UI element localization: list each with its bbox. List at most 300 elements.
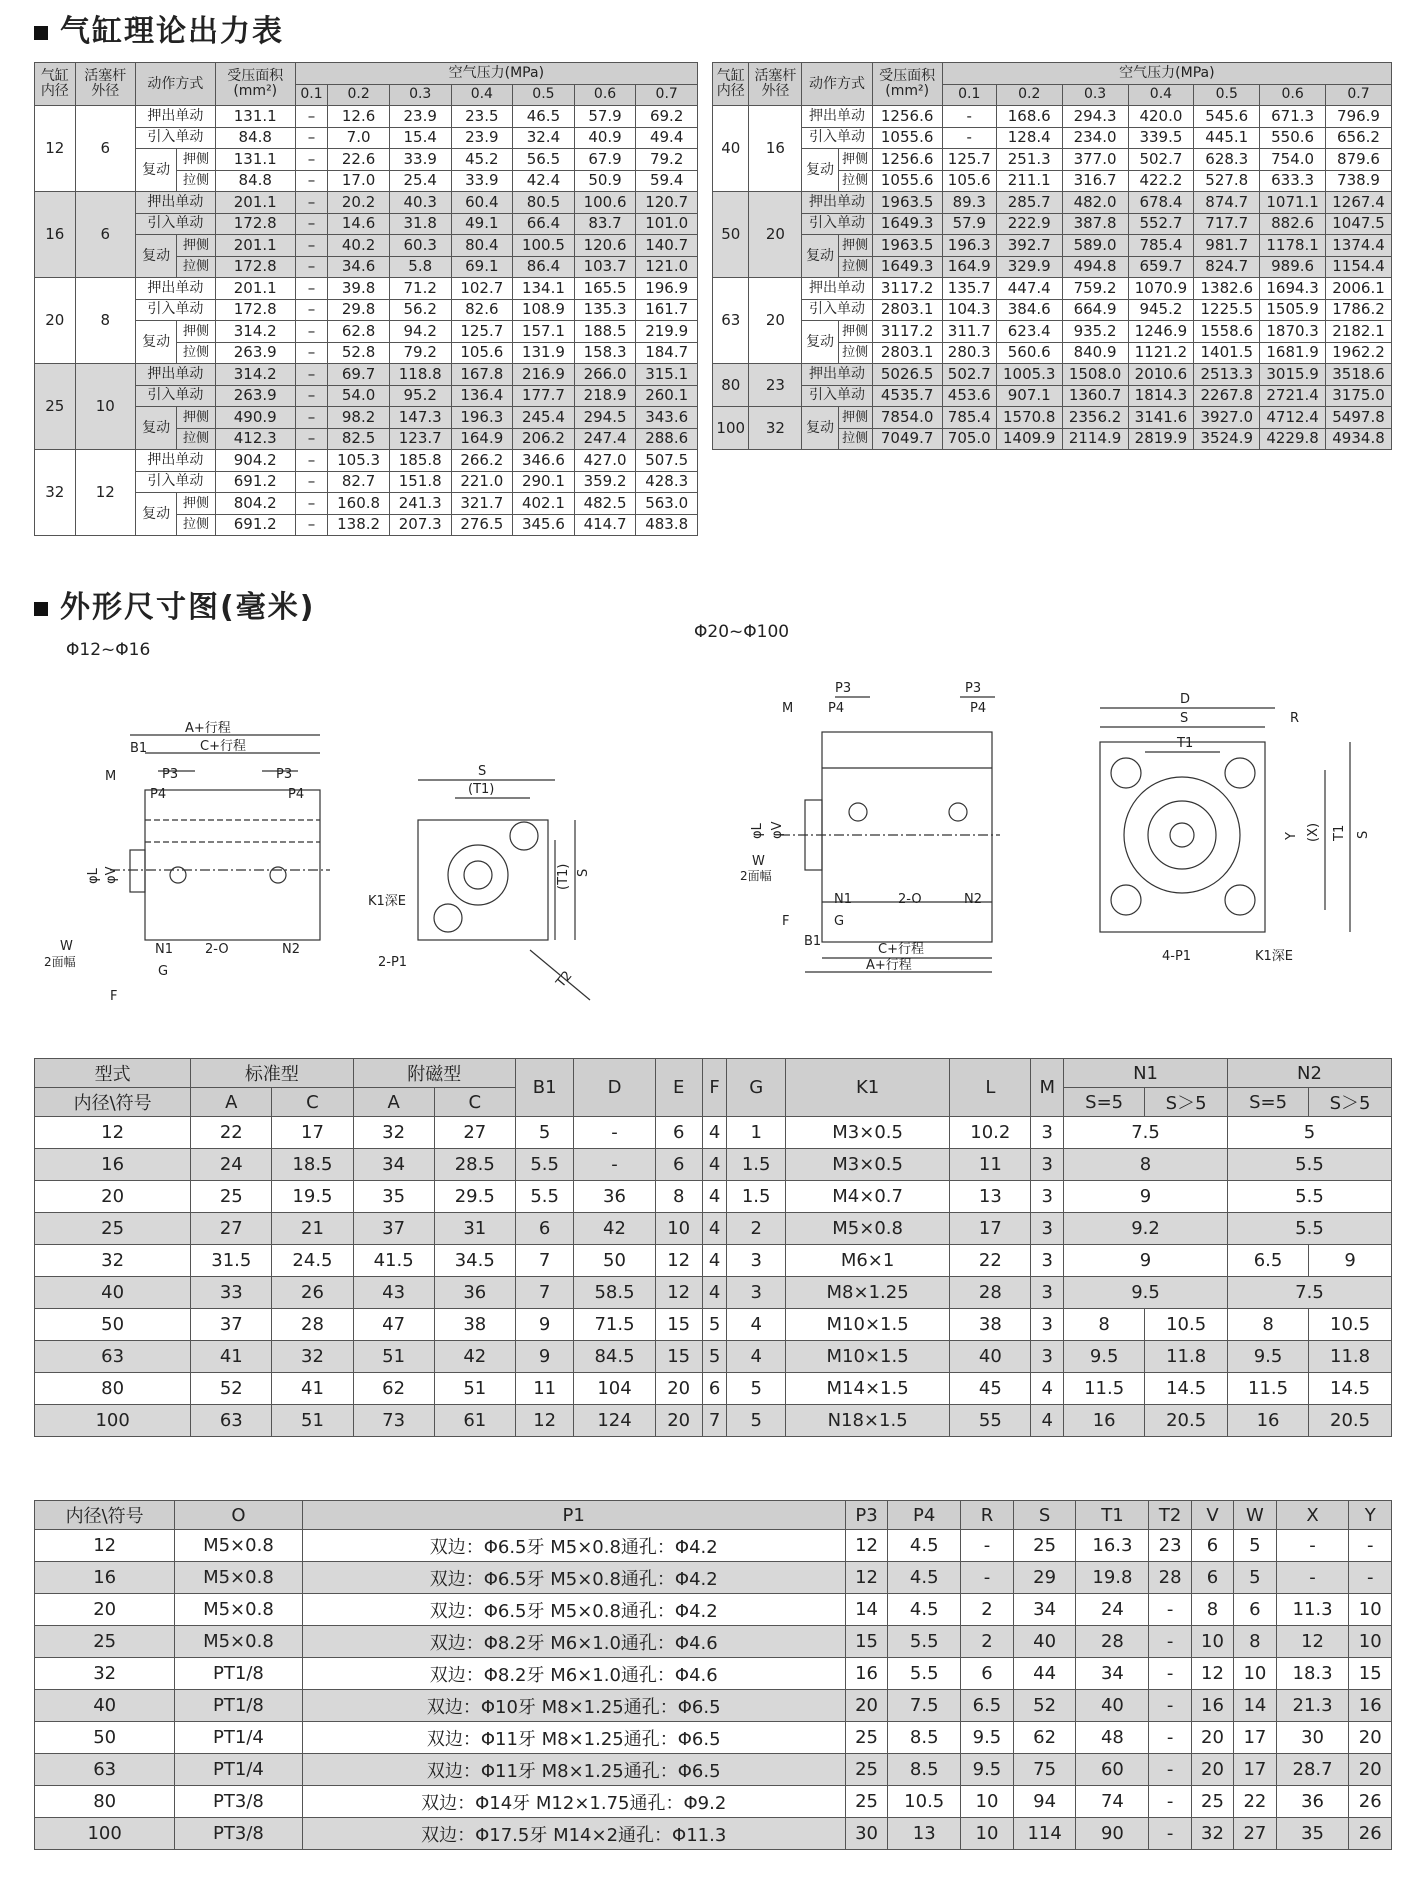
value-cell: 双边：Φ6.5牙 M5×0.8通孔：Φ4.2 xyxy=(302,1562,845,1594)
pressure-col-header: 0.4 xyxy=(1128,84,1194,106)
value-cell: 40.3 xyxy=(389,192,451,214)
value-cell: 双边：Φ8.2牙 M6×1.0通孔：Φ4.6 xyxy=(302,1626,845,1658)
value-cell: 20.5 xyxy=(1145,1405,1228,1437)
value-cell: – xyxy=(295,235,328,257)
value-cell: 290.1 xyxy=(513,471,575,493)
value-cell: 3 xyxy=(1031,1181,1064,1213)
value-cell: 114 xyxy=(1013,1818,1076,1850)
col-header: B1 xyxy=(515,1059,574,1117)
value-cell: 24 xyxy=(1076,1594,1149,1626)
mode-cell: 拉侧 xyxy=(177,428,216,450)
value-cell: 40 xyxy=(35,1277,191,1309)
value-cell: 6 xyxy=(1234,1594,1276,1626)
col-header: F xyxy=(702,1059,727,1117)
value-cell: 7 xyxy=(515,1277,574,1309)
value-cell: 105.6 xyxy=(451,342,513,364)
bullet-square-icon xyxy=(34,26,48,40)
value-cell: 4535.7 xyxy=(872,385,942,407)
value-cell: 211.1 xyxy=(996,170,1062,192)
value-cell: 8 xyxy=(1191,1594,1233,1626)
value-cell: 1055.6 xyxy=(872,170,942,192)
value-cell: 98.2 xyxy=(328,407,390,429)
d3-P3a: P3 xyxy=(835,681,852,696)
value-cell: 507.5 xyxy=(636,450,698,472)
value-cell: 双边：Φ14牙 M12×1.75通孔：Φ9.2 xyxy=(302,1786,845,1818)
value-cell: 17.0 xyxy=(328,170,390,192)
value-cell: 54.0 xyxy=(328,385,390,407)
value-cell: 32 xyxy=(35,1658,175,1690)
value-cell: 66.4 xyxy=(513,213,575,235)
value-cell: 10 xyxy=(1349,1594,1392,1626)
value-cell: 16 xyxy=(35,1149,191,1181)
value-cell: 103.7 xyxy=(574,256,636,278)
value-cell: 989.6 xyxy=(1260,256,1326,278)
dims-title-text: 外形尺寸图(毫米) xyxy=(60,590,316,625)
d4-D: D xyxy=(1180,692,1191,707)
value-cell: 20 xyxy=(655,1373,702,1405)
value-cell: 10 xyxy=(961,1818,1014,1850)
value-cell: 9 xyxy=(1309,1245,1392,1277)
value-cell: 12 xyxy=(515,1405,574,1437)
d4-X: (X) xyxy=(1306,822,1321,842)
value-cell: 20.2 xyxy=(328,192,390,214)
value-cell: 118.8 xyxy=(389,364,451,386)
value-cell: 29.8 xyxy=(328,299,390,321)
value-cell: 678.4 xyxy=(1128,192,1194,214)
value-cell: 160.8 xyxy=(328,493,390,515)
value-cell: 785.4 xyxy=(942,407,996,429)
table-row xyxy=(35,1117,1392,1149)
col-header: O xyxy=(175,1501,302,1530)
table-row xyxy=(35,278,698,300)
value-cell: 633.3 xyxy=(1260,170,1326,192)
d3-F: F xyxy=(782,914,790,929)
rod-cell: 16 xyxy=(749,106,802,192)
value-cell: 1649.3 xyxy=(872,256,942,278)
value-cell: 45.2 xyxy=(451,149,513,171)
bore-cell: 80 xyxy=(713,364,749,407)
d3-N1: N1 xyxy=(834,892,852,907)
value-cell: 157.1 xyxy=(513,321,575,343)
pressure-col-header: 0.3 xyxy=(1062,84,1128,106)
value-cell: 2 xyxy=(727,1213,786,1245)
value-cell: 691.2 xyxy=(215,471,295,493)
value-cell: 75 xyxy=(1013,1754,1076,1786)
value-cell: 840.9 xyxy=(1062,342,1128,364)
value-cell: 8.5 xyxy=(888,1722,961,1754)
d1-N2: N2 xyxy=(282,942,300,957)
value-cell: 94 xyxy=(1013,1786,1076,1818)
value-cell: 5 xyxy=(702,1309,727,1341)
value-cell: 589.0 xyxy=(1062,235,1128,257)
value-cell: 1256.6 xyxy=(872,106,942,128)
value-cell: 502.7 xyxy=(942,364,996,386)
value-cell: 9 xyxy=(1064,1181,1228,1213)
value-cell: 201.1 xyxy=(215,278,295,300)
value-cell: 11.8 xyxy=(1309,1341,1392,1373)
value-cell: 6 xyxy=(655,1149,702,1181)
mode-cell: 拉侧 xyxy=(838,428,872,450)
value-cell: 20 xyxy=(1349,1722,1392,1754)
pressure-col-header: 0.1 xyxy=(942,84,996,106)
table-row xyxy=(35,1373,1392,1405)
col-header: P4 xyxy=(888,1501,961,1530)
value-cell: 16.3 xyxy=(1076,1530,1149,1562)
value-cell: 25 xyxy=(35,1213,191,1245)
value-cell: 34 xyxy=(1076,1658,1149,1690)
rod-cell: 23 xyxy=(749,364,802,407)
value-cell: 62 xyxy=(353,1373,434,1405)
value-cell: 41 xyxy=(272,1373,353,1405)
rod-cell: 12 xyxy=(75,450,135,536)
dimension-table-2 xyxy=(34,1500,1392,1850)
value-cell: 82.6 xyxy=(451,299,513,321)
value-cell: 6.5 xyxy=(1227,1245,1308,1277)
value-cell: 100 xyxy=(35,1405,191,1437)
value-cell: 10 xyxy=(1191,1626,1233,1658)
value-cell: 69.1 xyxy=(451,256,513,278)
value-cell: 120.6 xyxy=(574,235,636,257)
value-cell: 1070.9 xyxy=(1128,278,1194,300)
value-cell: M10×1.5 xyxy=(785,1341,949,1373)
col-header: K1 xyxy=(785,1059,949,1117)
value-cell: 94.2 xyxy=(389,321,451,343)
value-cell: 40.9 xyxy=(574,127,636,149)
value-cell: 51 xyxy=(272,1405,353,1437)
value-cell: 412.3 xyxy=(215,428,295,450)
value-cell: 234.0 xyxy=(1062,127,1128,149)
mode-cell: 引入单动 xyxy=(135,385,215,407)
value-cell: 双边：Φ10牙 M8×1.25通孔：Φ6.5 xyxy=(302,1690,845,1722)
rod-header: 活塞杆 外径 xyxy=(75,63,135,106)
value-cell: 双边：Φ17.5牙 M14×2通孔：Φ11.3 xyxy=(302,1818,845,1850)
mode-cell: 拉侧 xyxy=(177,514,216,536)
col-header: T2 xyxy=(1149,1501,1191,1530)
rod-cell: 6 xyxy=(75,106,135,192)
value-cell: 7 xyxy=(515,1245,574,1277)
value-cell: 9 xyxy=(1064,1245,1228,1277)
value-cell: 691.2 xyxy=(215,514,295,536)
value-cell: 84.8 xyxy=(215,127,295,149)
col-header: Y xyxy=(1349,1501,1392,1530)
mode-cell: 引入单动 xyxy=(802,385,872,407)
value-cell: 10 xyxy=(1349,1626,1392,1658)
area-header: 受压面积 (mm²) xyxy=(872,63,942,106)
value-cell: 20 xyxy=(1191,1754,1233,1786)
value-cell: 27 xyxy=(1234,1818,1276,1850)
rod-header: 活塞杆 外径 xyxy=(749,63,802,106)
value-cell: 26 xyxy=(1349,1818,1392,1850)
value-cell: 62.8 xyxy=(328,321,390,343)
value-cell: 2114.9 xyxy=(1062,428,1128,450)
value-cell: 49.1 xyxy=(451,213,513,235)
col-header: X xyxy=(1276,1501,1349,1530)
value-cell: 1178.1 xyxy=(1260,235,1326,257)
mode-cell: 复动 xyxy=(135,321,176,364)
value-cell: 15 xyxy=(1349,1658,1392,1690)
value-cell: - xyxy=(1349,1562,1392,1594)
value-cell: 453.6 xyxy=(942,385,996,407)
d1-V: φV xyxy=(104,866,119,884)
value-cell: 1225.5 xyxy=(1194,299,1260,321)
table-row xyxy=(35,192,698,214)
value-cell: 18.5 xyxy=(272,1149,353,1181)
bore-cell: 63 xyxy=(713,278,749,364)
value-cell: - xyxy=(942,127,996,149)
col-header: L xyxy=(950,1059,1031,1117)
value-cell: - xyxy=(1276,1562,1349,1594)
mode-cell: 押出单动 xyxy=(135,364,215,386)
value-cell: 445.1 xyxy=(1194,127,1260,149)
value-cell: 29 xyxy=(1013,1562,1076,1594)
value-cell: 345.6 xyxy=(513,514,575,536)
value-cell: 359.2 xyxy=(574,471,636,493)
value-cell: 1649.3 xyxy=(872,213,942,235)
value-cell: 22 xyxy=(950,1245,1031,1277)
value-cell: 27 xyxy=(191,1213,272,1245)
value-cell: – xyxy=(295,450,328,472)
value-cell: 140.7 xyxy=(636,235,698,257)
value-cell: - xyxy=(1149,1594,1191,1626)
value-cell: 285.7 xyxy=(996,192,1062,214)
value-cell: 1401.5 xyxy=(1194,342,1260,364)
value-cell: 4 xyxy=(1031,1373,1064,1405)
value-cell: 4 xyxy=(702,1181,727,1213)
value-cell: 294.5 xyxy=(574,407,636,429)
value-cell: 32.4 xyxy=(513,127,575,149)
value-cell: 23.5 xyxy=(451,106,513,128)
value-cell: 6 xyxy=(1191,1562,1233,1594)
value-cell: 15 xyxy=(655,1341,702,1373)
value-cell: - xyxy=(1149,1786,1191,1818)
pressure-header: 空气压力(MPa) xyxy=(942,63,1391,85)
table-row xyxy=(713,364,1392,386)
value-cell: 31.8 xyxy=(389,213,451,235)
col-header: S＞5 xyxy=(1309,1088,1392,1117)
value-cell: 1047.5 xyxy=(1326,213,1392,235)
value-cell: 321.7 xyxy=(451,493,513,515)
mode-cell: 拉侧 xyxy=(177,342,216,364)
value-cell: 21.3 xyxy=(1276,1690,1349,1722)
d2-T1v: (T1) xyxy=(556,863,571,890)
value-cell: 1382.6 xyxy=(1194,278,1260,300)
value-cell: 1558.6 xyxy=(1194,321,1260,343)
value-cell: 11.5 xyxy=(1227,1373,1308,1405)
col-header: C xyxy=(434,1088,515,1117)
d3-P4b: P4 xyxy=(970,701,987,716)
value-cell: 20 xyxy=(1191,1722,1233,1754)
table-row xyxy=(713,192,1392,214)
pressure-col-header: 0.2 xyxy=(328,84,390,106)
value-cell: 134.1 xyxy=(513,278,575,300)
value-cell: 17 xyxy=(272,1117,353,1149)
mode-cell: 引入单动 xyxy=(802,213,872,235)
d4-Y: Y xyxy=(1284,832,1299,840)
value-cell: 201.1 xyxy=(215,192,295,214)
value-cell: 219.9 xyxy=(636,321,698,343)
bore-cell: 12 xyxy=(35,106,76,192)
value-cell: 25 xyxy=(845,1786,887,1818)
mode-cell: 引入单动 xyxy=(135,127,215,149)
d4-K1: K1深E xyxy=(1255,949,1294,964)
col-header: R xyxy=(961,1501,1014,1530)
col-header: W xyxy=(1234,1501,1276,1530)
value-cell: 1694.3 xyxy=(1260,278,1326,300)
bore-cell: 50 xyxy=(713,192,749,278)
mode-cell: 押侧 xyxy=(838,149,872,171)
mode-cell: 复动 xyxy=(802,407,838,450)
value-cell: – xyxy=(295,149,328,171)
value-cell: 12 xyxy=(35,1530,175,1562)
table-row xyxy=(713,385,1392,407)
value-cell: 245.4 xyxy=(513,407,575,429)
value-cell: 30 xyxy=(845,1818,887,1850)
value-cell: 121.0 xyxy=(636,256,698,278)
value-cell: 343.6 xyxy=(636,407,698,429)
value-cell: 151.8 xyxy=(389,471,451,493)
d3-P3b: P3 xyxy=(965,681,982,696)
mode-cell: 押出单动 xyxy=(802,278,872,300)
value-cell: 3524.9 xyxy=(1194,428,1260,450)
d4-Sv: S xyxy=(1356,830,1371,839)
value-cell: – xyxy=(295,321,328,343)
value-cell: – xyxy=(295,364,328,386)
value-cell: 563.0 xyxy=(636,493,698,515)
value-cell: 552.7 xyxy=(1128,213,1194,235)
value-cell: 30 xyxy=(1276,1722,1349,1754)
value-cell: - xyxy=(574,1149,655,1181)
value-cell: - xyxy=(1149,1722,1191,1754)
value-cell: 7049.7 xyxy=(872,428,942,450)
d1-O: 2-O xyxy=(205,942,229,957)
value-cell: 35 xyxy=(353,1181,434,1213)
force-table-title xyxy=(34,6,284,50)
value-cell: 12 xyxy=(655,1245,702,1277)
value-cell: 3015.9 xyxy=(1260,364,1326,386)
mode-header: 动作方式 xyxy=(802,63,872,106)
value-cell: 428.3 xyxy=(636,471,698,493)
value-cell: 3 xyxy=(1031,1309,1064,1341)
value-cell: 60 xyxy=(1076,1754,1149,1786)
d4-R: R xyxy=(1290,711,1300,726)
rod-cell: 20 xyxy=(749,192,802,278)
value-cell: 3117.2 xyxy=(872,278,942,300)
value-cell: 74 xyxy=(1076,1786,1149,1818)
value-cell: 56.5 xyxy=(513,149,575,171)
force-title-text: 气缸理论出力表 xyxy=(60,14,284,49)
value-cell: 241.3 xyxy=(389,493,451,515)
mode-cell: 押侧 xyxy=(838,235,872,257)
d3-N2: N2 xyxy=(964,892,982,907)
value-cell: 24.5 xyxy=(272,1245,353,1277)
value-cell: – xyxy=(295,213,328,235)
n1-header: N1 xyxy=(1064,1059,1228,1088)
value-cell: M5×0.8 xyxy=(175,1594,302,1626)
value-cell: 7.5 xyxy=(1227,1277,1391,1309)
value-cell: 108.9 xyxy=(513,299,575,321)
d3-M: M xyxy=(782,701,794,716)
value-cell: 184.7 xyxy=(636,342,698,364)
value-cell: 63 xyxy=(191,1405,272,1437)
value-cell: 8 xyxy=(1234,1626,1276,1658)
value-cell: 316.7 xyxy=(1062,170,1128,192)
value-cell: 52 xyxy=(1013,1690,1076,1722)
table-row xyxy=(713,235,1392,257)
value-cell: 79.2 xyxy=(389,342,451,364)
value-cell: 7 xyxy=(702,1405,727,1437)
value-cell: 759.2 xyxy=(1062,278,1128,300)
mode-cell: 拉侧 xyxy=(838,256,872,278)
value-cell: 50 xyxy=(35,1722,175,1754)
value-cell: 6 xyxy=(702,1373,727,1405)
table-row xyxy=(713,321,1392,343)
value-cell: 25 xyxy=(191,1181,272,1213)
col-header: E xyxy=(655,1059,702,1117)
mode-cell: 引入单动 xyxy=(802,299,872,321)
value-cell: 11.8 xyxy=(1145,1341,1228,1373)
value-cell: 33.9 xyxy=(451,170,513,192)
value-cell: 2803.1 xyxy=(872,299,942,321)
value-cell: 1071.1 xyxy=(1260,192,1326,214)
value-cell: 89.3 xyxy=(942,192,996,214)
value-cell: 2267.8 xyxy=(1194,385,1260,407)
value-cell: 80.4 xyxy=(451,235,513,257)
value-cell: 4 xyxy=(702,1245,727,1277)
col-header: S xyxy=(1013,1501,1076,1530)
d4-T1v: T1 xyxy=(1332,824,1347,841)
drawing-side-small xyxy=(110,735,330,940)
value-cell: 50 xyxy=(574,1245,655,1277)
value-cell: 5 xyxy=(515,1117,574,1149)
value-cell: – xyxy=(295,106,328,128)
value-cell: 165.5 xyxy=(574,278,636,300)
table-row xyxy=(35,1626,1392,1658)
value-cell: 40 xyxy=(1013,1626,1076,1658)
d3-C: C+行程 xyxy=(878,942,924,957)
mode-cell: 押侧 xyxy=(177,321,216,343)
pressure-col-header: 0.5 xyxy=(1194,84,1260,106)
mode-cell: 拉侧 xyxy=(838,170,872,192)
value-cell: 1505.9 xyxy=(1260,299,1326,321)
col-header: T1 xyxy=(1076,1501,1149,1530)
value-cell: – xyxy=(295,342,328,364)
value-cell: 31.5 xyxy=(191,1245,272,1277)
value-cell: 3 xyxy=(1031,1213,1064,1245)
col-header: M xyxy=(1031,1059,1064,1117)
d4-S: S xyxy=(1180,711,1189,726)
value-cell: 22.6 xyxy=(328,149,390,171)
value-cell: 4.5 xyxy=(888,1594,961,1626)
value-cell: 4 xyxy=(702,1117,727,1149)
value-cell: 5 xyxy=(1234,1562,1276,1594)
value-cell: 314.2 xyxy=(215,321,295,343)
d2-S2: S xyxy=(576,868,591,877)
value-cell: 128.4 xyxy=(996,127,1062,149)
value-cell: 20.5 xyxy=(1309,1405,1392,1437)
value-cell: 164.9 xyxy=(451,428,513,450)
value-cell: 90 xyxy=(1076,1818,1149,1850)
value-cell: 4 xyxy=(702,1149,727,1181)
value-cell: 2 xyxy=(961,1626,1014,1658)
value-cell: 483.8 xyxy=(636,514,698,536)
value-cell: 15.4 xyxy=(389,127,451,149)
value-cell: 124 xyxy=(574,1405,655,1437)
value-cell: 131.9 xyxy=(513,342,575,364)
rod-cell: 8 xyxy=(75,278,135,364)
value-cell: 40.2 xyxy=(328,235,390,257)
pressure-col-header: 0.4 xyxy=(451,84,513,106)
value-cell: - xyxy=(961,1530,1014,1562)
